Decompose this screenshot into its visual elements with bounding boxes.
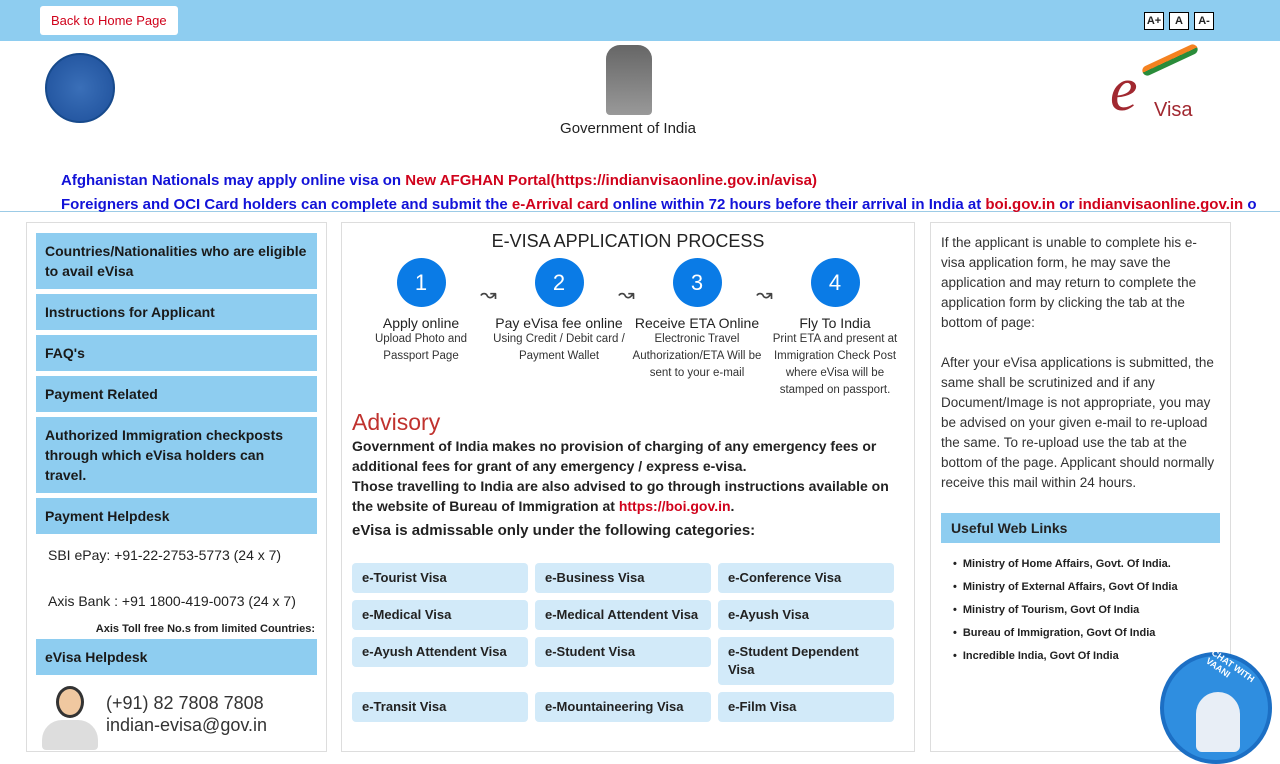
reupload-info: After your eVisa applications is submitted, the same shall be scrutinized and if any Document/Image is not appropriate, you may be advised on your given e-mail to re-upload the same. To re-upload use the tab at the bottom of the page. Applicant should normally receive this mail within 24 hours.: [941, 355, 1215, 490]
main-content: [341, 222, 915, 752]
helpdesk-email[interactable]: indian-evisa@gov.in: [106, 715, 268, 735]
helpdesk-phone: (+91) 82 7808 7808: [106, 693, 264, 713]
advisory-text-2: Those travelling to India are also advised to go through instructions available on the website of Bureau of Immigration at https://boi.gov.in.: [352, 478, 889, 514]
link-payment-helpdesk[interactable]: Payment Helpdesk: [36, 498, 317, 534]
save-application-info: If the applicant is unable to complete his e-visa application form, he may save the application and may return to complete the application form by clicking the tab at the bottom of page:: [941, 235, 1197, 330]
process-step: [490, 258, 628, 399]
header: [0, 41, 1280, 212]
useful-link[interactable]: • Ministry of Home Affairs, Govt. Of India.: [953, 553, 1220, 576]
visa-category[interactable]: e-Film Visa: [718, 692, 894, 722]
chatbot-avatar-icon: [1196, 692, 1240, 752]
notice-text: Afghanistan Nationals may apply online visa on: [61, 172, 406, 189]
step-title: Fly To India: [799, 315, 871, 331]
link-checkposts[interactable]: Authorized Immigration checkposts through which eVisa holders can travel.: [36, 417, 317, 493]
axis-helpline: Axis Bank : +91 1800-419-0073 (24 x 7): [48, 593, 296, 609]
visa-category[interactable]: e-Business Visa: [535, 563, 711, 593]
left-sidebar: [26, 222, 327, 752]
font-size-controls: [1144, 12, 1214, 30]
notice-text: Foreigners and OCI Card holders can complete and submit the: [61, 196, 512, 213]
notice-text: o: [1243, 196, 1257, 213]
notice-link[interactable]: New AFGHAN Portal(https://indianvisaonline.gov.in/avisa): [405, 172, 817, 189]
process-title: E-VISA APPLICATION PROCESS: [491, 231, 765, 251]
step-arrow-icon: ↝: [480, 284, 497, 306]
visa-category[interactable]: e-Medical Attendent Visa: [535, 600, 711, 630]
notice-link[interactable]: e-Arrival card: [511, 196, 609, 213]
chat-with-vaani-button[interactable]: CHAT WITH VAANI: [1160, 652, 1272, 764]
step-number: 1: [397, 258, 446, 307]
visa-category[interactable]: e-Ayush Visa: [718, 600, 894, 630]
process-step: [766, 258, 904, 399]
visa-category[interactable]: e-Conference Visa: [718, 563, 894, 593]
back-to-home-button[interactable]: Back to Home Page: [40, 6, 178, 35]
process-step: [352, 258, 490, 399]
font-decrease-button[interactable]: A-: [1194, 12, 1214, 30]
step-number: 4: [811, 258, 860, 307]
evisa-logo: e Visa: [1110, 51, 1210, 131]
notice-link[interactable]: boi.gov.in: [985, 196, 1056, 213]
useful-link[interactable]: • Bureau of Immigration, Govt Of India: [953, 622, 1220, 645]
categories-heading: eVisa is admissable only under the following categories:: [352, 522, 756, 539]
visa-categories: [352, 563, 904, 722]
step-description: Electronic Travel Authorization/ETA Will be sent to your e-mail: [632, 333, 762, 379]
visa-category[interactable]: e-Tourist Visa: [352, 563, 528, 593]
step-title: Apply online: [382, 315, 460, 331]
notice-text: or: [1055, 196, 1079, 213]
boi-link[interactable]: https://boi.gov.in: [618, 498, 731, 514]
step-title: Receive ETA Online: [634, 315, 760, 331]
e-arrival-notice[interactable]: [61, 196, 1257, 213]
visa-category[interactable]: e-Transit Visa: [352, 692, 528, 722]
step-description: Print ETA and present at Immigration Check Post where eVisa will be stamped on passport.: [772, 333, 898, 396]
government-label: Government of India: [560, 120, 696, 137]
visa-category[interactable]: e-Ayush Attendent Visa: [352, 637, 528, 667]
boi-seal-logo: [45, 53, 115, 123]
afghan-notice[interactable]: [61, 172, 817, 189]
useful-links-title: Useful Web Links: [941, 513, 1220, 543]
step-number: 3: [673, 258, 722, 307]
step-arrow-icon: ↝: [618, 284, 635, 306]
support-agent-icon: [42, 686, 98, 750]
notice-text: online within 72 hours before their arrival in India at: [608, 196, 986, 213]
process-step: [628, 258, 766, 399]
axis-toll-free-label: Axis Toll free No.s from limited Countries:: [95, 623, 315, 635]
advisory-title: Advisory: [352, 409, 441, 435]
visa-category[interactable]: e-Student Dependent Visa: [718, 637, 894, 685]
national-emblem-logo: [606, 45, 652, 115]
step-description: Upload Photo and Passport Page: [374, 333, 468, 362]
step-number: 2: [535, 258, 584, 307]
step-title: Pay eVisa fee online: [495, 315, 623, 331]
link-payment-related[interactable]: Payment Related: [36, 376, 317, 412]
advisory-text-1: Government of India makes no provision of charging of any emergency fees or additional fees for grant of any emergency / express e-visa.: [352, 438, 877, 474]
link-eligible-countries[interactable]: Countries/Nationalities who are eligible to avail eVisa: [36, 233, 317, 289]
visa-category[interactable]: e-Student Visa: [535, 637, 711, 667]
visa-category[interactable]: e-Mountaineering Visa: [535, 692, 711, 722]
useful-link[interactable]: • Ministry of External Affairs, Govt Of India: [953, 576, 1220, 599]
visa-category[interactable]: e-Medical Visa: [352, 600, 528, 630]
font-increase-button[interactable]: A+: [1144, 12, 1164, 30]
link-faq[interactable]: FAQ's: [36, 335, 317, 371]
link-instructions[interactable]: Instructions for Applicant: [36, 294, 317, 330]
useful-link[interactable]: • Ministry of Tourism, Govt Of India: [953, 599, 1220, 622]
useful-links-list: [941, 553, 1220, 668]
step-description: Using Credit / Debit card / Payment Wallet: [493, 333, 625, 362]
useful-link[interactable]: • Incredible India, Govt Of India: [953, 645, 1220, 668]
helpdesk-contact: [36, 680, 317, 760]
sbi-helpline: SBI ePay: +91-22-2753-5773 (24 x 7): [48, 547, 282, 563]
font-normal-button[interactable]: A: [1169, 12, 1189, 30]
process-steps: [352, 258, 904, 399]
step-arrow-icon: ↝: [756, 284, 773, 306]
link-evisa-helpdesk[interactable]: eVisa Helpdesk: [36, 639, 317, 675]
top-bar: [0, 0, 1280, 41]
notice-link[interactable]: indianvisaonline.gov.in: [1078, 196, 1244, 213]
